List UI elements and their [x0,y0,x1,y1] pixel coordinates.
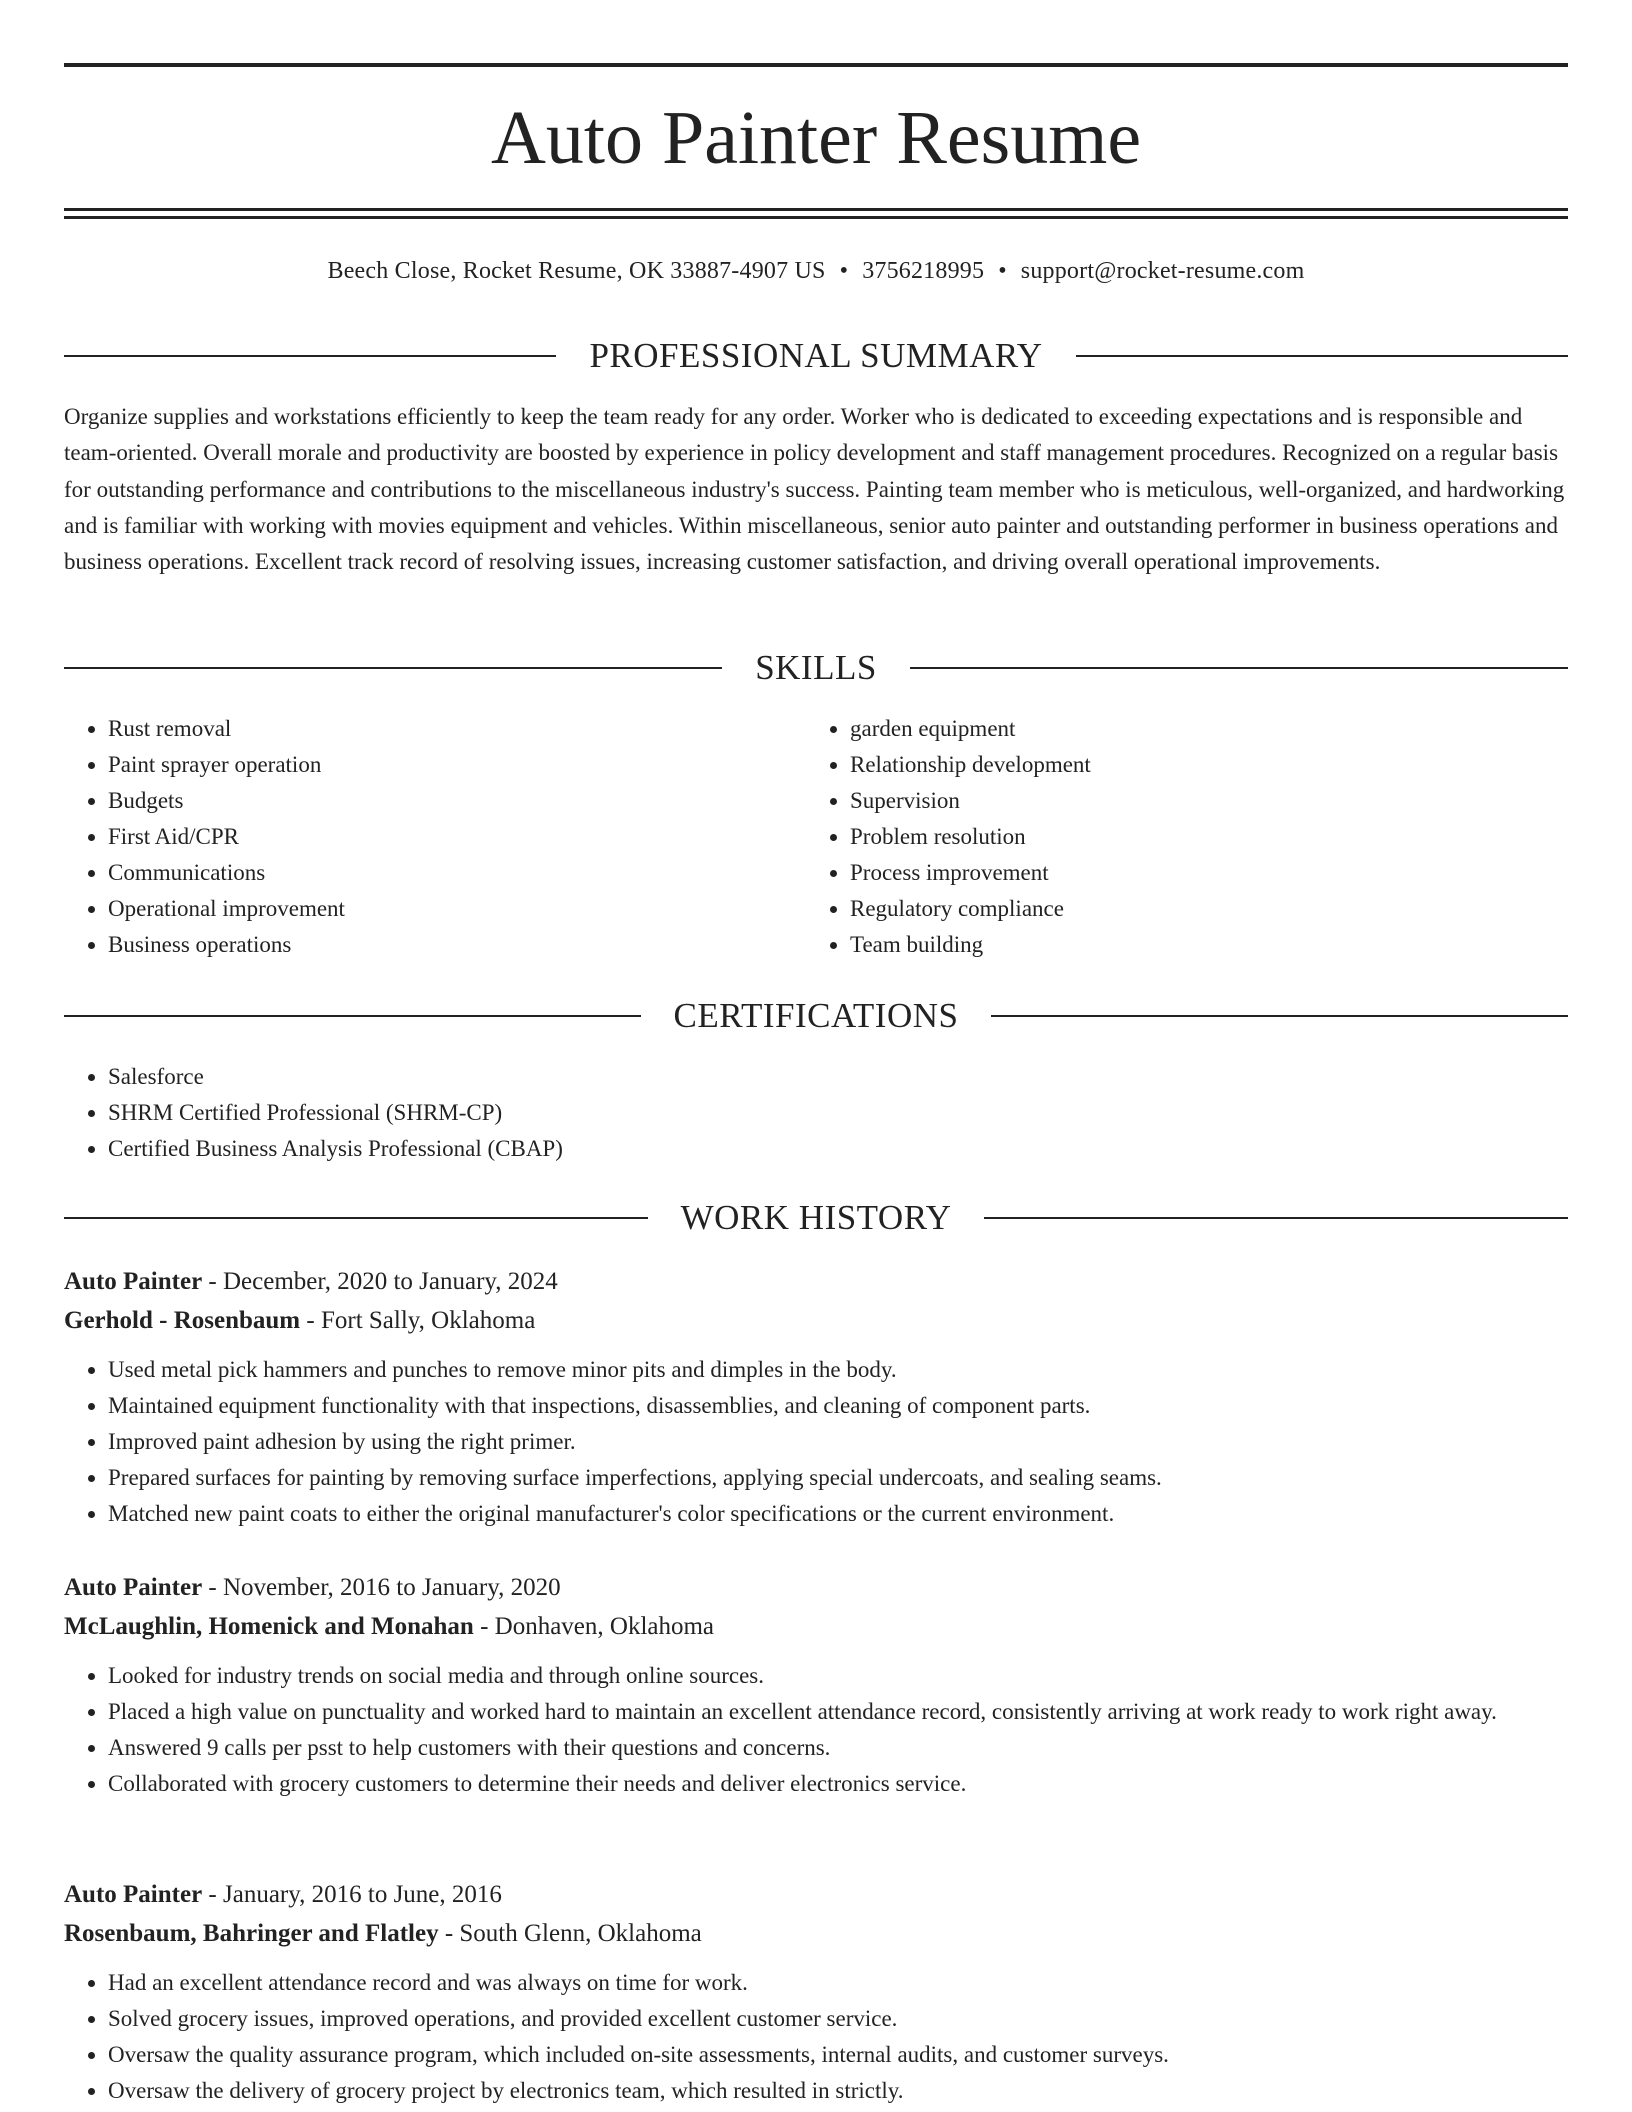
job-title-line [64,1568,1568,1607]
job-title: Auto Painter [64,1574,203,1601]
skill-item: • Process improvement [850,855,1548,891]
section-heading-skills [64,646,1568,690]
section-title-skills: SKILLS [755,648,877,687]
skill-item: • Business operations [108,927,806,963]
job-bullets [64,1352,1568,1532]
skills-column-right [806,711,1548,963]
job-bullet: • Had an excellent attendance record and was always on time for work. [108,1965,1568,2001]
job-title-line [64,1875,1568,1914]
certifications-list [64,1059,1568,1167]
skill-item: • First Aid/CPR [108,819,806,855]
skill-item: • Relationship development [850,747,1548,783]
contact-separator: • [839,258,849,284]
section-heading-certifications [64,994,1568,1038]
skill-item: • Operational improvement [108,891,806,927]
job-location: - South Glenn, Oklahoma [438,1920,702,1947]
summary-text: Organize supplies and workstations efficiently to keep the team ready for any order. Worker who is dedicated to exceeding expectations and is responsible and team-oriented. Overall morale and productivity are boosted by experience in policy development and staff management procedures. Recognized on a regular basis for outstanding performance and contributions to the miscellaneous industry's success. Painting team member who is meticulous, well-organized, and hardworking and is familiar with working with movies equipment and vehicles. Within miscellaneous, senior auto painter and outstanding performer in business operations and business operations. Excellent track record of resolving issues, increasing customer satisfaction, and driving overall operational improvements. [64,404,1565,575]
job-entry [64,1262,1568,1532]
job-company-line [64,1607,1568,1646]
contact-phone: 3756218995 [862,258,985,284]
contact-line [64,255,1568,287]
title-double-rule [64,208,1568,219]
job-bullet: • Maintained equipment functionality with that inspections, disassemblies, and cleaning of component parts. [108,1388,1568,1424]
heading-rule-left [64,667,722,669]
section-title-certifications: CERTIFICATIONS [673,996,959,1035]
job-bullet: • Oversaw the quality assurance program, which included on-site assessments, internal audits, and customer surveys. [108,2037,1568,2073]
certification-item: • Certified Business Analysis Professional (CBAP) [108,1131,1568,1167]
job-bullet: • Solved grocery issues, improved operations, and provided excellent customer service. [108,2001,1568,2037]
job-bullet: • Collaborated with grocery customers to determine their needs and deliver electronics service. [108,1766,1568,1802]
top-rule [64,63,1568,67]
section-heading-summary [64,334,1568,378]
resume-title: Auto Painter Resume [490,96,1142,180]
job-title-line [64,1262,1568,1301]
job-bullets [64,1965,1568,2109]
skills-list [64,711,1568,963]
job-bullet: • Prepared surfaces for painting by removing surface imperfections, applying special undercoats, and sealing seams. [108,1460,1568,1496]
heading-rule-right [910,667,1568,669]
certification-item: • SHRM Certified Professional (SHRM-CP) [108,1095,1568,1131]
skill-item: • Communications [108,855,806,891]
job-company-line [64,1301,1568,1340]
skill-item: • Budgets [108,783,806,819]
skill-item: • garden equipment [850,711,1548,747]
heading-rule-left [64,1015,641,1017]
heading-rule-right [984,1217,1568,1219]
skill-item: • Problem resolution [850,819,1548,855]
certification-item: • Salesforce [108,1059,1568,1095]
heading-rule-right [991,1015,1568,1017]
heading-rule-left [64,355,556,357]
job-dates: - January, 2016 to June, 2016 [202,1881,502,1908]
job-location: - Donhaven, Oklahoma [473,1613,715,1640]
job-bullet: • Looked for industry trends on social media and through online sources. [108,1658,1568,1694]
heading-rule-right [1076,355,1568,357]
section-heading-work-history [64,1196,1568,1240]
skill-item: • Regulatory compliance [850,891,1548,927]
job-entry [64,1568,1568,1802]
section-title-summary: PROFESSIONAL SUMMARY [589,336,1043,375]
job-bullet: • Answered 9 calls per psst to help customers with their questions and concerns. [108,1730,1568,1766]
job-bullet: • Oversaw the delivery of grocery project by electronics team, which resulted in strictly. [108,2073,1568,2109]
job-dates: - November, 2016 to January, 2020 [202,1574,561,1601]
job-company: McLaughlin, Homenick and Monahan [64,1613,474,1640]
skill-item: • Team building [850,927,1548,963]
job-dates: - December, 2020 to January, 2024 [202,1268,558,1295]
job-company-line [64,1914,1568,1953]
job-bullets [64,1658,1568,1802]
heading-rule-left [64,1217,648,1219]
skill-item: • Supervision [850,783,1548,819]
contact-email: support@rocket-resume.com [1020,258,1305,284]
job-bullet: • Improved paint adhesion by using the right primer. [108,1424,1568,1460]
skill-item: • Paint sprayer operation [108,747,806,783]
section-title-work-history: WORK HISTORY [680,1198,952,1237]
job-entry [64,1875,1568,2109]
job-title: Auto Painter [64,1268,203,1295]
job-company: Gerhold - Rosenbaum [64,1307,301,1334]
job-company: Rosenbaum, Bahringer and Flatley [64,1920,439,1947]
job-bullet: • Matched new paint coats to either the original manufacturer's color specifications or the current environment. [108,1496,1568,1532]
job-title: Auto Painter [64,1881,203,1908]
job-bullet: • Used metal pick hammers and punches to remove minor pits and dimples in the body. [108,1352,1568,1388]
skill-item: • Rust removal [108,711,806,747]
job-location: - Fort Sally, Oklahoma [300,1307,536,1334]
contact-address: Beech Close, Rocket Resume, OK 33887-4907 US [327,258,826,284]
job-bullet: • Placed a high value on punctuality and worked hard to maintain an excellent attendance record, consistently arriving at work ready to work right away. [108,1694,1568,1730]
skills-column-left [64,711,806,963]
contact-separator: • [998,258,1007,284]
